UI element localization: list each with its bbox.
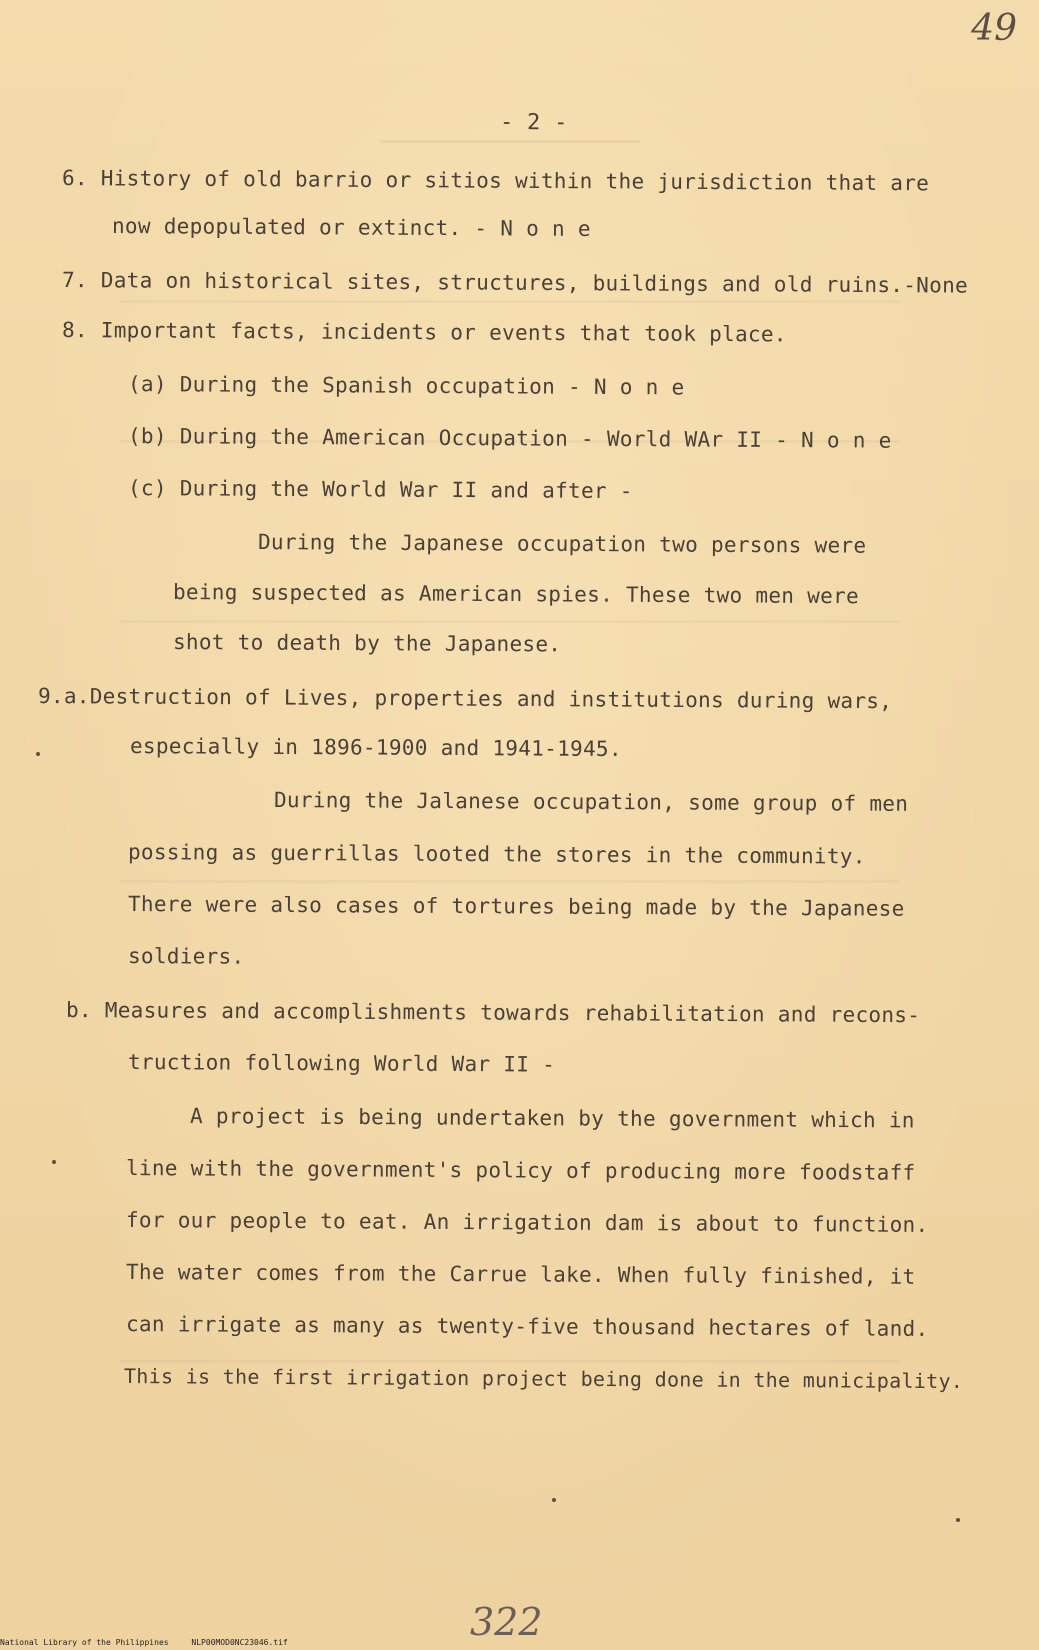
item-9b-para-line-6: This is the first irrigation project being done in the municipality. — [123, 1364, 964, 1394]
item-9a-line-2: especially in 1896-1900 and 1941-1945. — [129, 734, 622, 762]
item-9a-line-1: 9.a.Destruction of Lives, properties and institutions during wars, — [37, 684, 893, 714]
item-9b-para-line-3: for our people to eat. An irrigation dam is about to function. — [125, 1208, 929, 1237]
item-8a-line: (a) During the Spanish occupation - N o n e — [127, 372, 685, 400]
item-9b-para-line-5: can irrigate as many as twenty-five thousand hectares of land. — [125, 1312, 929, 1341]
scan-footer — [0, 1638, 306, 1647]
stray-mark — [52, 1160, 56, 1164]
item-9a-para-line-2: possing as guerrillas looted the stores in the community. — [127, 840, 866, 869]
item-8-line: 8. Important facts, incidents or events that took place. — [61, 318, 787, 347]
item-6-line-2: now depopulated or extinct. - N o n e — [111, 214, 591, 241]
corner-page-mark: 49 — [971, 8, 1017, 49]
footer-library: National Library of the Philippines — [0, 1638, 169, 1647]
item-8c-line: (c) During the World War II and after - — [127, 476, 633, 504]
item-6-line-1: 6. History of old barrio or sitios within the jurisdiction that are — [61, 166, 930, 196]
item-9a-para-line-4: soldiers. — [127, 944, 245, 969]
item-8c-para-line-1: During the Japanese occupation two persons were — [257, 530, 867, 558]
item-9b-line-1: b. Measures and accomplishments towards rehabilitation and recons- — [65, 998, 921, 1028]
stray-mark — [36, 752, 40, 756]
item-9b-line-2: truction following World War II - — [127, 1050, 556, 1077]
item-9b-para-line-1: A project is being undertaken by the government which in — [189, 1104, 915, 1133]
bottom-page-mark: 322 — [470, 1600, 543, 1644]
footer-file: NLP00MOD0NC23046.tif — [191, 1638, 288, 1647]
item-9a-para-line-3: There were also cases of tortures being made by the Japanese — [127, 892, 905, 921]
item-9b-para-line-4: The water comes from the Carrue lake. When fully finished, it — [125, 1260, 916, 1289]
item-7-line: 7. Data on historical sites, structures, buildings and old ruins.-None — [61, 268, 969, 298]
stray-mark — [956, 1518, 960, 1522]
item-8c-para-line-3: shot to death by the Japanese. — [172, 630, 562, 657]
stray-mark — [552, 1498, 556, 1502]
item-8c-para-line-2: being suspected as American spies. These two men were — [172, 580, 860, 609]
page-number: - 2 - — [499, 110, 568, 136]
item-9a-para-line-1: During the Jalanese occupation, some group of men — [273, 788, 909, 816]
item-8b-line: (b) During the American Occupation - World WAr II - N o n e — [127, 424, 892, 453]
item-9b-para-line-2: line with the government's policy of producing more foodstaff — [125, 1156, 916, 1185]
